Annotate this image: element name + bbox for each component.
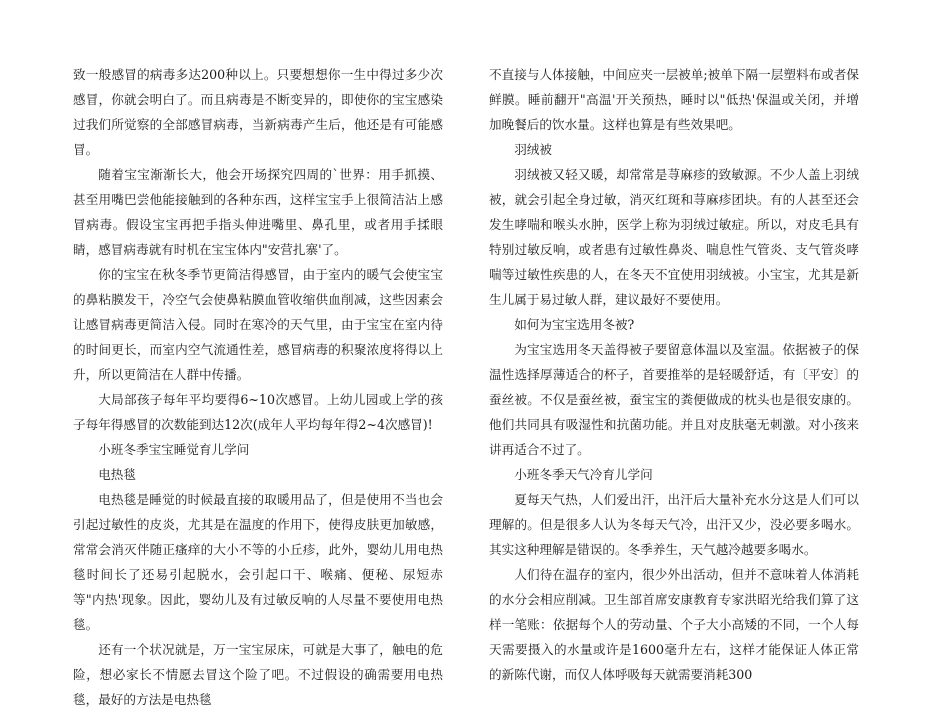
left-column [73,62,443,712]
paragraph: 致一般感冒的病毒多达200种以上。只要想想你一生中得过多少次感冒，你就会明白了。而且病毒是不断变异的，即使你的宝宝感染过我们所觉察的全部感冒病毒，当新病毒产生后，他还是有可能感冒。 [73,67,443,157]
paragraph: 羽绒被又轻又暖，却常常是荨麻疹的致敏源。不少人盖上羽绒被，就会引起全身过敏，消灭红斑和荨麻疹团块。有的人甚至还会发生哮喘和喉头水肿，医学上称为羽绒过敏症。所以，对皮毛具有特别过敏反响，或者患有过敏性鼻炎、喘息性气管炎、支气管炎哮喘等过敏性疾患的人，在冬天不宜使用羽绒被。小宝宝，尤其是新生儿属于易过敏人群，建议最好不要使用。 [489,167,859,307]
right-column [489,62,859,687]
paragraph: 夏每天气热，人们爱出汗，出汗后大量补充水分这是人们可以理解的。但是很多人认为冬每天气冷，出汗又少，没必要多喝水。其实这种理解是错误的。冬季养生，天气越冷越要多喝水。 [489,492,859,557]
section-heading: 羽绒被 [514,142,552,157]
paragraph: 随着宝宝渐渐长大，他会开场探究四周的`世界：用手抓摸、甚至用嘴巴尝他能接触到的各种东西，这样宝宝手上很简洁沾上感冒病毒。假设宝宝再把手指头伸进嘴里、鼻孔里，或者用手揉眼睛，感冒病毒就有时机在宝宝体内"安营扎寨'了。 [73,167,443,257]
section-heading: 电热毯 [98,467,136,482]
paragraph: 人们待在温存的室内，很少外出活动，但并不意味着人体消耗的水分会相应削减。卫生部首席安康教育专家洪昭光给我们算了这样一笔账：依据每个人的劳动量、个子大小高矮的不同，一个人每天需要摄入的水量或许是1600毫升左右，这样才能保证人体正常的新陈代谢，而仅人体呼吸每天就需要消耗300 [489,567,859,682]
paragraph: 大局部孩子每年平均要得6~10次感冒。上幼儿园或上学的孩子每年得感冒的次数能到达12次(成年人平均每年得2~4次感冒)! [73,392,443,432]
section-heading: 小班冬季天气冷育儿学问 [514,467,653,482]
section-heading: 小班冬季宝宝睡觉育儿学问 [98,442,250,457]
paragraph: 还有一个状况就是，万一宝宝尿床，可就是大事了，触电的危险，想必家长不情愿去冒这个险了吧。不过假设的确需要用电热毯，最好的方法是电热毯 [73,642,443,707]
paragraph: 不直接与人体接触，中间应夹一层被单;被单下隔一层塑料布或者保鲜膜。睡前翻开"高温'开关预热，睡时以"低热'保温或关闭，并增加晚餐后的饮水量。这样也算是有些效果吧。 [489,67,859,132]
paragraph: 为宝宝选用冬天盖得被子要留意体温以及室温。依据被子的保温性选择厚薄适合的杯子，首要推举的是轻暖舒适，有〔平安〕的蚕丝被。不仅是蚕丝被，蚕宝宝的粪便做成的枕头也是很安康的。他们共同具有吸湿性和抗菌功能。并且对皮肤毫无刺激。对小孩来讲再适合不过了。 [489,342,859,457]
section-heading: 如何为宝宝选用冬被? [514,317,635,332]
paragraph: 电热毯是睡觉的时候最直接的取暖用品了，但是使用不当也会引起过敏性的皮炎，尤其是在温度的作用下，使得皮肤更加敏感，常常会消灭伴随正瘙痒的大小不等的小丘疹，此外，婴幼儿用电热毯时间长了还易引起脱水，会引起口干、喉痛、便秘、尿短赤等"内热'现象。因此，婴幼儿及有过敏反响的人尽量不要使用电热毯。 [73,492,443,632]
paragraph: 你的宝宝在秋冬季节更简洁得感冒，由于室内的暖气会使宝宝的鼻粘膜发干，冷空气会使鼻粘膜血管收缩供血削减，这些因素会让感冒病毒更简洁入侵。同时在寒冷的天气里，由于宝宝在室内待的时间更长，而室内空气流通性差，感冒病毒的积聚浓度将得以上升，所以更简洁在人群中传播。 [73,267,443,382]
